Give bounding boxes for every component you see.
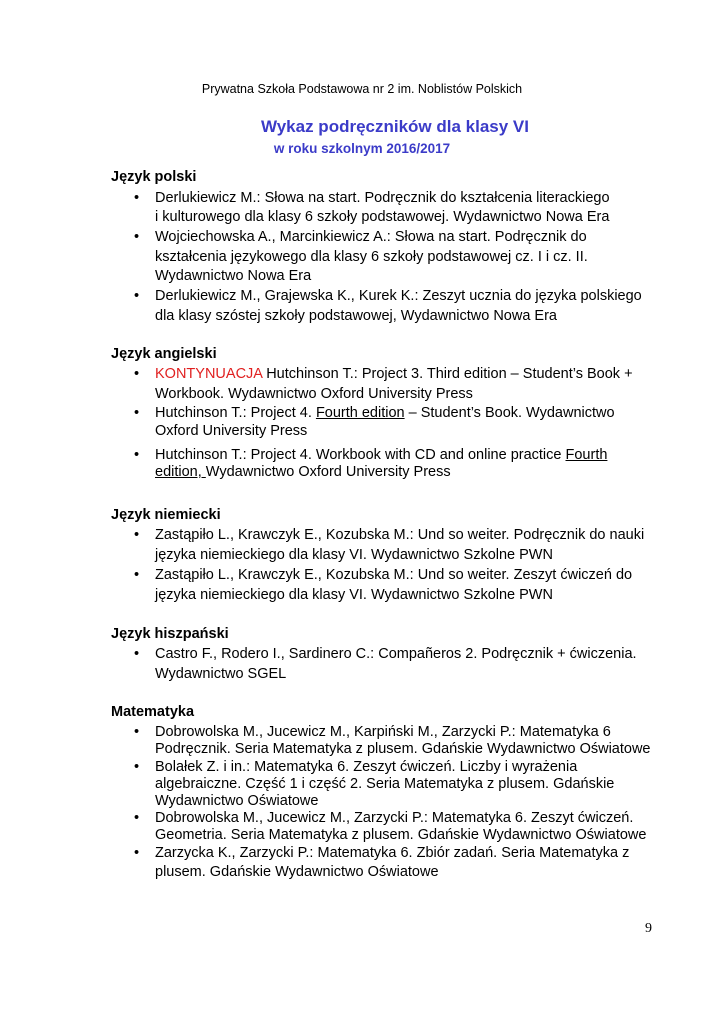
- bullet-marker: •: [134, 405, 140, 421]
- list-item-line: Oxford University Press: [155, 423, 308, 439]
- list-item-text: Wydawnictwo Oxford University Press: [205, 464, 451, 480]
- list-item-line: Wydawnictwo Oświatowe: [155, 793, 319, 809]
- list-item-line: języka niemieckiego dla klasy VI. Wydawnictwo Szkolne PWN: [155, 587, 553, 603]
- page-number: 9: [645, 921, 652, 936]
- section-heading-niemiecki: Język niemiecki: [111, 507, 221, 523]
- bullet-marker: •: [134, 527, 140, 543]
- section-heading-matematyka: Matematyka: [111, 704, 195, 720]
- list-item-line: plusem. Gdańskie Wydawnictwo Oświatowe: [155, 864, 439, 880]
- list-item-line: Derlukiewicz M.: Słowa na start. Podręcznik do kształcenia literackiego: [155, 190, 610, 206]
- list-item-line: dla klasy szóstej szkoły podstawowej, Wydawnictwo Nowa Era: [155, 308, 557, 324]
- bullet-marker: •: [134, 845, 140, 861]
- underlined-edition: Fourth: [565, 447, 608, 463]
- underlined-edition: Fourth edition: [315, 405, 405, 421]
- list-item-line: Castro F., Rodero I., Sardinero C.: Compañeros 2. Podręcznik + ćwiczenia.: [155, 646, 637, 662]
- list-item-line: Wydawnictwo SGEL: [155, 666, 287, 682]
- bullet-marker: •: [134, 447, 140, 463]
- list-item-text: Hutchinson T.: Project 4. Workbook with CD and online practice: [155, 447, 566, 463]
- list-item-line: Dobrowolska M., Jucewicz M., Karpiński M., Zarzycki P.: Matematyka 6: [155, 724, 611, 740]
- list-item-line: języka niemieckiego dla klasy VI. Wydawnictwo Szkolne PWN: [155, 547, 553, 563]
- list-item-line: Dobrowolska M., Jucewicz M., Zarzycki P.: Matematyka 6. Zeszyt ćwiczeń.: [155, 810, 634, 826]
- list-item-line: Derlukiewicz M., Grajewska K., Kurek K.: Zeszyt ucznia do języka polskiego: [155, 288, 642, 304]
- bullet-marker: •: [134, 190, 140, 206]
- list-item-line: [155, 464, 451, 480]
- bullet-marker: •: [134, 759, 140, 775]
- list-item-text: Hutchinson T.: Project 3. Third edition – Student’s Book +: [262, 366, 633, 382]
- page-subtitle: w roku szkolnym 2016/2017: [273, 141, 451, 156]
- bullet-marker: •: [134, 810, 140, 826]
- list-item-text: Hutchinson T.: Project 4.: [155, 405, 316, 421]
- list-item-line: [155, 405, 615, 421]
- list-item-line: Bolałek Z. i in.: Matematyka 6. Zeszyt ćwiczeń. Liczby i wyrażenia: [155, 759, 578, 775]
- section-heading-angielski: Język angielski: [111, 346, 217, 362]
- document-header: Prywatna Szkoła Podstawowa nr 2 im. Noblistów Polskich: [201, 82, 523, 96]
- section-heading-polski: Język polski: [111, 169, 197, 185]
- list-item-text: – Student’s Book. Wydawnictwo: [404, 405, 615, 421]
- list-item-line: Wydawnictwo Nowa Era: [155, 268, 312, 284]
- list-item-line: [155, 366, 633, 382]
- list-item-line: kształcenia językowego dla klasy 6 szkoły podstawowej cz. I i cz. II.: [155, 249, 588, 265]
- underlined-edition: edition,: [155, 464, 206, 480]
- bullet-marker: •: [134, 567, 140, 583]
- bullet-marker: •: [134, 724, 140, 740]
- list-item-line: Podręcznik. Seria Matematyka z plusem. Gdańskie Wydawnictwo Oświatowe: [155, 741, 651, 757]
- list-item-line: Zarzycka K., Zarzycki P.: Matematyka 6. Zbiór zadań. Seria Matematyka z: [155, 845, 630, 861]
- page-title: Wykaz podręczników dla klasy VI: [260, 117, 529, 136]
- bullet-marker: •: [134, 646, 140, 662]
- bullet-marker: •: [134, 366, 140, 382]
- bullet-marker: •: [134, 229, 140, 245]
- list-item-line: Zastąpiło L., Krawczyk E., Kozubska M.: Und so weiter. Podręcznik do nauki: [155, 527, 645, 543]
- list-item-line: Workbook. Wydawnictwo Oxford University Press: [155, 386, 473, 402]
- list-item-line: Zastąpiło L., Krawczyk E., Kozubska M.: Und so weiter. Zeszyt ćwiczeń do: [155, 567, 633, 583]
- list-item-line: Geometria. Seria Matematyka z plusem. Gdańskie Wydawnictwo Oświatowe: [155, 827, 647, 843]
- list-item-line: Wojciechowska A., Marcinkiewicz A.: Słowa na start. Podręcznik do: [155, 229, 587, 245]
- section-heading-hiszpanski: Język hiszpański: [111, 626, 229, 642]
- list-item-line: algebraiczne. Część 1 i część 2. Seria Matematyka z plusem. Gdańskie: [155, 776, 615, 792]
- continuation-tag: KONTYNUACJA: [155, 366, 263, 382]
- list-item-line: i kulturowego dla klasy 6 szkoły podstawowej. Wydawnictwo Nowa Era: [155, 209, 610, 225]
- bullet-marker: •: [134, 288, 140, 304]
- list-item-line: [155, 447, 607, 463]
